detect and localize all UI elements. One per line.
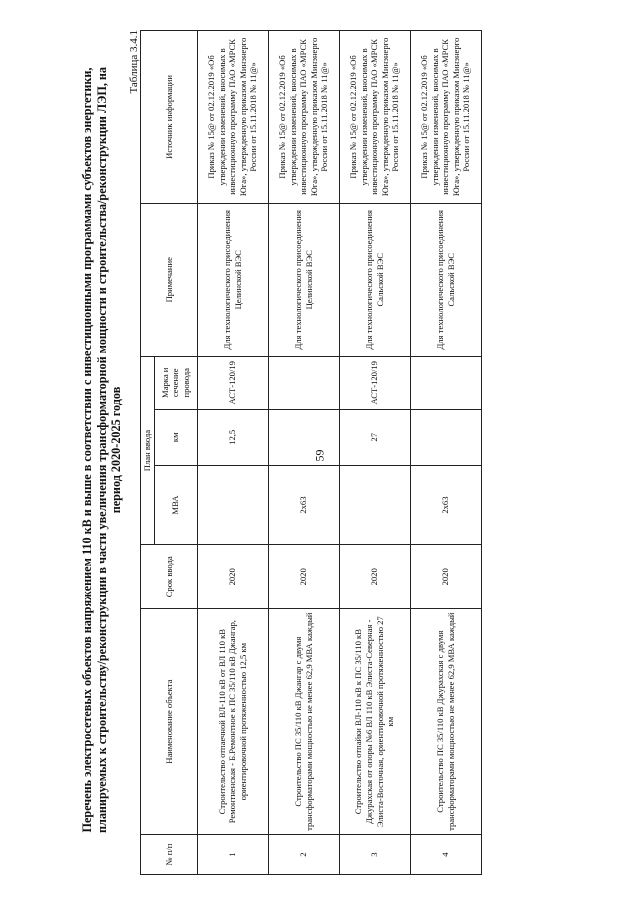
objects-table bbox=[140, 30, 482, 875]
cell-name: Строительство ПС 35/110 кВ Джангар с двумя трансформаторами мощностью не менее 62,9 МВА каждый bbox=[268, 609, 339, 835]
table-row bbox=[410, 31, 481, 875]
cell-mva: 2х63 bbox=[410, 465, 481, 545]
cell-name: Строительство отпайки ВЛ-110 кВ к ПС 35/110 кВ Джурахская от опоры №6 ВЛ 110 кВ Элиста-Северная - Элиста-Восточная, ориентировочной протяженностью 27 км bbox=[339, 609, 410, 835]
table-row bbox=[197, 31, 268, 875]
cell-num: 1 bbox=[197, 835, 268, 875]
cell-note: Для технологического присоединения Целинской ВЭС bbox=[268, 203, 339, 356]
cell-km bbox=[268, 409, 339, 465]
header-row bbox=[141, 31, 155, 875]
cell-wire bbox=[410, 356, 481, 409]
table-row bbox=[339, 31, 410, 875]
cell-wire bbox=[268, 356, 339, 409]
table-number: Таблица 3.4.1 bbox=[128, 30, 140, 94]
cell-year: 2020 bbox=[268, 545, 339, 609]
header-note: Примечание bbox=[141, 203, 198, 356]
cell-num: 2 bbox=[268, 835, 339, 875]
page-number: 59 bbox=[312, 449, 327, 462]
cell-km bbox=[410, 409, 481, 465]
cell-wire: АСТ-120/19 bbox=[339, 356, 410, 409]
table-row bbox=[268, 31, 339, 875]
cell-note: Для технологического присоединения Сальской ВЭС bbox=[339, 203, 410, 356]
cell-year: 2020 bbox=[339, 545, 410, 609]
cell-num: 4 bbox=[410, 835, 481, 875]
cell-mva: 2х63 bbox=[268, 465, 339, 545]
header-year: Срок ввода bbox=[141, 545, 198, 609]
cell-mva bbox=[339, 465, 410, 545]
cell-year: 2020 bbox=[197, 545, 268, 609]
cell-source: Приказ № 15@ от 02.12.2019 «Об утверждении изменений, вносимых в инвестиционную программу ПАО «МРСК Юга», утвержденную приказом Минэнерго России от 15.11.2018 № 11@» bbox=[268, 31, 339, 204]
header-km: км bbox=[154, 409, 197, 465]
header-wire: Марка и сечение провода bbox=[154, 356, 197, 409]
cell-source: Приказ № 15@ от 02.12.2019 «Об утверждении изменений, вносимых в инвестиционную программу ПАО «МРСК Юга», утвержденную приказом Минэнерго России от 15.11.2018 № 11@» bbox=[197, 31, 268, 204]
cell-km: 27 bbox=[339, 409, 410, 465]
header-plan: План ввода bbox=[141, 356, 155, 545]
cell-num: 3 bbox=[339, 835, 410, 875]
header-num: № п/п bbox=[141, 835, 198, 875]
cell-name: Строительство ПС 35/110 кВ Джурахская с двумя трансформаторами мощностью не менее 62,9 МВА каждый bbox=[410, 609, 481, 835]
cell-note: Для технологического присоединения Целинской ВЭС bbox=[197, 203, 268, 356]
header-source: Источник информации bbox=[141, 31, 198, 204]
cell-source: Приказ № 15@ от 02.12.2019 «Об утверждении изменений, вносимых в инвестиционную программу ПАО «МРСК Юга», утвержденную приказом Минэнерго России от 15.11.2018 № 11@» bbox=[410, 31, 481, 204]
cell-name: Строительство отпаечной ВЛ-110 кВ от ВЛ 110 кВ Ремонтненская - Б.Ремонтное к ПС 35/110 кВ Джангар, ориентировочной протяженностью 12,5 км bbox=[197, 609, 268, 835]
cell-km: 12,5 bbox=[197, 409, 268, 465]
cell-year: 2020 bbox=[410, 545, 481, 609]
document-heading: Перечень электросетевых объектов напряжением 110 кВ и выше в соответствии с инвестиционными программами субъектов энергетики, планируемых к строительству/реконструкции в части увеличения трансформаторной мощности и строительства/реконструкции ЛЭП, на период 2020-2025 годов bbox=[80, 66, 123, 834]
header-mva: МВА bbox=[154, 465, 197, 545]
header-name: Наименование объекта bbox=[141, 609, 198, 835]
cell-source: Приказ № 15@ от 02.12.2019 «Об утверждении изменений, вносимых в инвестиционную программу ПАО «МРСК Юга», утвержденную приказом Минэнерго России от 15.11.2018 № 11@» bbox=[339, 31, 410, 204]
cell-wire: АСТ-120/19 bbox=[197, 356, 268, 409]
cell-note: Для технологического присоединения Сальской ВЭС bbox=[410, 203, 481, 356]
cell-mva bbox=[197, 465, 268, 545]
